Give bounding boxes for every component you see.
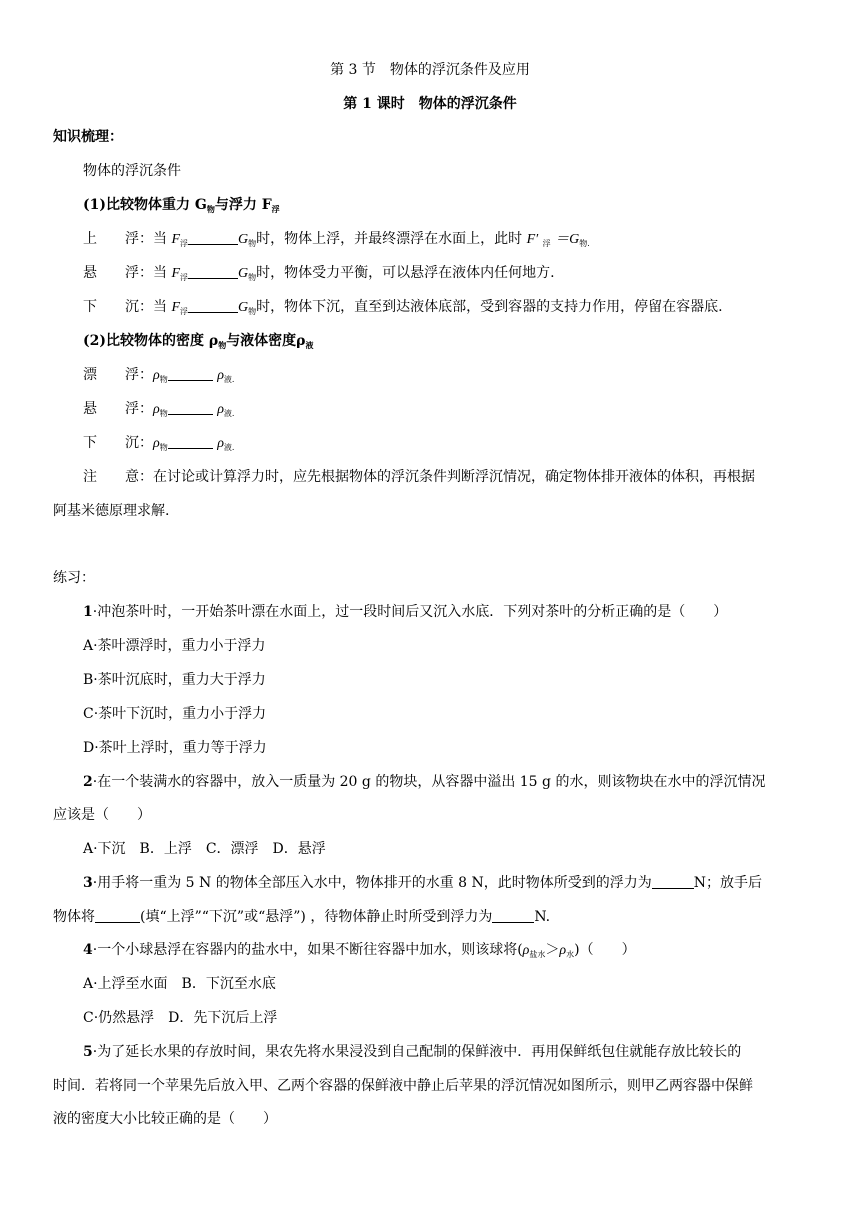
float-up-label: 上 浮： — [83, 231, 153, 247]
float-up-Fprime: F′ — [526, 232, 539, 247]
note-line1: 注 意：在讨论或计算浮力时，应先根据物体的浮沉条件判断浮沉情况，确定物体排开液体的体积，再根据 — [83, 469, 755, 485]
q3-line2b: (填“上浮”“下沉”或“悬浮”) ，待物体静止时所受到浮力为 — [140, 909, 493, 925]
q3-line1b: N；放手后 — [693, 875, 763, 891]
q3-number: 3 — [83, 875, 93, 891]
density-label: 下 沉： — [83, 435, 153, 451]
q3-blank-2[interactable] — [95, 908, 140, 923]
q5-line1: ·为了延长水果的存放时间，果农先将水果浸没到自己配制的保鲜液中．再用保鲜纸包住就能存放比较长的 — [92, 1044, 742, 1060]
q4-text-a: ·一个小球悬浮在容器内的盐水中，如果不断往容器中加水，则该球将( — [92, 942, 523, 958]
q2-line2: 应该是（ ） — [53, 807, 151, 823]
density-blank[interactable] — [168, 366, 213, 381]
density-rho-liquid: ρ — [217, 402, 224, 417]
q2-options[interactable]: A·下沉 B．上浮 C．漂浮 D．悬浮 — [83, 841, 326, 857]
sink-G: G — [238, 300, 249, 315]
sink-label: 下 沉： — [83, 299, 153, 315]
suspend-text: 时，物体受力平衡，可以悬浮在液体内任何地方. — [256, 265, 555, 281]
density-sub-ye: 液. — [223, 443, 235, 452]
q5-line3: 液的密度大小比较正确的是（ ） — [53, 1111, 277, 1127]
q5-line2: 时间．若将同一个苹果先后放入甲、乙两个容器的保鲜液中静止后苹果的浮沉情况如图所示，则甲乙两容器中保鲜 — [53, 1078, 753, 1094]
float-up-G: G — [238, 232, 249, 247]
part1-mid: 与浮力 F — [214, 197, 272, 213]
part2-heading — [83, 331, 314, 355]
density-rho-liquid: ρ — [217, 436, 224, 451]
part2-sub-ye: 液 — [305, 340, 314, 350]
part1-sub-fu: 浮 — [271, 204, 280, 214]
sink-prefix: 当 — [153, 299, 172, 315]
q4-rho-water: ρ — [559, 943, 567, 958]
density-sub-wu: 物 — [159, 409, 168, 418]
sink-F: F — [171, 300, 181, 315]
density-sub-wu: 物 — [159, 375, 168, 384]
suspend-prefix: 当 — [153, 265, 172, 281]
q5-number: 5 — [83, 1044, 93, 1060]
part2-sub-wu: 物 — [218, 340, 227, 350]
q1-option-b[interactable]: B·茶叶沉底时，重力大于浮力 — [83, 672, 266, 688]
density-label: 悬 浮： — [83, 401, 153, 417]
sink-sub-wu: 物 — [248, 307, 257, 316]
part1-label: (1)比较物体重力 G — [83, 197, 207, 213]
density-sub-ye: 液. — [223, 409, 235, 418]
float-up-prefix: 当 — [153, 231, 172, 247]
float-up-blank[interactable] — [188, 230, 238, 245]
lesson-title: 第 1 课时 物体的浮沉条件 — [343, 96, 517, 112]
knowledge-topic: 物体的浮沉条件 — [83, 163, 181, 179]
density-sub-wu: 物 — [159, 443, 168, 452]
q2-line1: ·在一个装满水的容器中，放入一质量为 20 g 的物块，从容器中溢出 15 g 的水，则该物块在水中的浮沉情况 — [92, 774, 766, 790]
density-label: 漂 浮： — [83, 367, 153, 383]
q1-number: 1 — [83, 604, 93, 620]
float-up-sub-wu: 物 — [248, 239, 257, 248]
section-title: 第 3 节 物体的浮沉条件及应用 — [330, 62, 530, 78]
part2-label: (2)比较物体的密度 ρ — [83, 333, 219, 349]
q3-blank-3[interactable] — [492, 908, 534, 923]
q3-line1a: ·用手将一重为 5 N 的物体全部压入水中，物体排开的水重 8 N，此时物体所受到的浮力为 — [92, 875, 652, 891]
suspend-label: 悬 浮： — [83, 265, 153, 281]
q4-sub-salt: 盐水 — [529, 950, 546, 959]
q4-number: 4 — [83, 942, 93, 958]
q1-text: ·冲泡茶叶时，一开始茶叶漂在水面上，过一段时间后又沉入水底．下列对茶叶的分析正确的是（ ） — [92, 604, 728, 620]
float-up-text: 时，物体上浮，并最终漂浮在水面上，此时 — [256, 231, 527, 247]
q3-line2a: 物体将 — [53, 909, 95, 925]
q1-option-d[interactable]: D·茶叶上浮时，重力等于浮力 — [83, 740, 267, 756]
part2-mid: 与液体密度ρ — [226, 333, 306, 349]
knowledge-heading: 知识梳理： — [53, 129, 123, 145]
q4-stem — [83, 940, 636, 965]
float-up-sub-wu2: 物. — [579, 239, 590, 248]
sink-text: 时，物体下沉，直至到达液体底部，受到容器的支持力作用，停留在容器底. — [256, 299, 723, 315]
float-up-sub-fu2: 浮 — [542, 239, 551, 248]
q2-stem — [83, 772, 765, 792]
q3-blank-1[interactable] — [652, 874, 694, 889]
float-up-row — [83, 229, 590, 254]
practice-heading: 练习： — [53, 570, 95, 586]
density-blank[interactable] — [168, 434, 213, 449]
q5-stem — [83, 1042, 741, 1062]
part1-sub-wu: 物 — [206, 204, 215, 214]
suspend-F: F — [171, 266, 181, 281]
q3-line2c: N. — [534, 909, 551, 925]
q3-line2 — [53, 907, 550, 927]
density-row-suspend — [83, 399, 234, 424]
density-sub-ye: 液. — [223, 375, 235, 384]
q4-sub-water: 水 — [566, 950, 575, 959]
q4-gt: ＞ — [545, 942, 560, 958]
suspend-G: G — [238, 266, 249, 281]
float-up-F: F — [171, 232, 181, 247]
part1-heading — [83, 195, 280, 219]
q4-options-2[interactable]: C·仍然悬浮 D．先下沉后上浮 — [83, 1010, 278, 1026]
density-rho: ρ — [153, 402, 160, 417]
sink-row — [83, 297, 723, 322]
q1-stem — [83, 602, 727, 622]
suspend-sub-wu: 物 — [248, 273, 257, 282]
density-rho: ρ — [153, 436, 160, 451]
density-row-sink — [83, 433, 234, 458]
density-blank[interactable] — [168, 400, 213, 415]
suspend-row — [83, 263, 555, 288]
note-line2: 阿基米德原理求解. — [53, 503, 170, 519]
sink-sub-fu: 浮 — [180, 307, 189, 316]
density-rho-liquid: ρ — [217, 368, 224, 383]
density-rho: ρ — [153, 368, 160, 383]
q4-rho: ρ — [522, 943, 530, 958]
suspend-blank[interactable] — [188, 264, 238, 279]
suspend-sub-fu: 浮 — [180, 273, 189, 282]
q1-option-c[interactable]: C·茶叶下沉时，重力小于浮力 — [83, 706, 267, 722]
float-up-eq: ＝G — [555, 232, 580, 247]
q4-options-1[interactable]: A·上浮至水面 B．下沉至水底 — [83, 976, 276, 992]
q3-stem — [83, 873, 762, 893]
sink-blank[interactable] — [188, 298, 238, 313]
q4-text-b: )（ ） — [574, 942, 636, 958]
q1-option-a[interactable]: A·茶叶漂浮时，重力小于浮力 — [83, 638, 266, 654]
float-up-sub-fu: 浮 — [180, 239, 189, 248]
q2-number: 2 — [83, 774, 93, 790]
density-row-float — [83, 365, 234, 390]
